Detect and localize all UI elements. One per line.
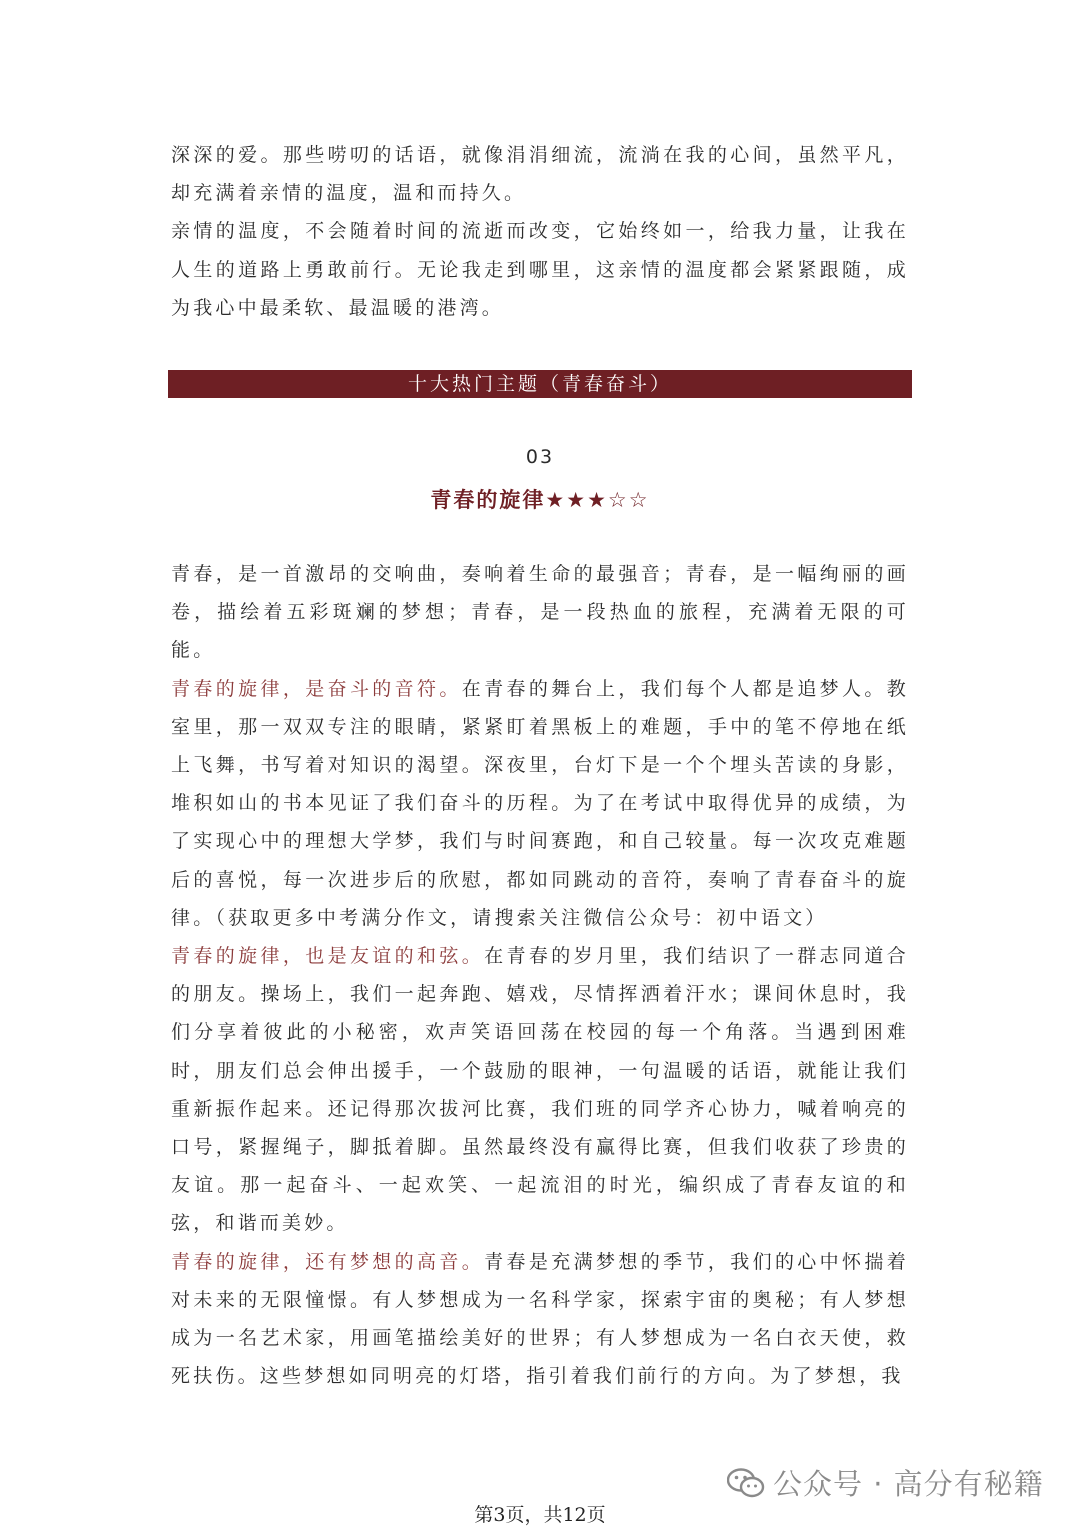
paragraph-text: 在青春的舞台上，我们每个人都是追梦人。教室里，那一双双专注的眼睛，紧紧盯着黑板上的难题，手中的笔不停地在纸上飞舞，书写着对知识的渴望。深夜里，台灯下是一个个埋头苦读的身影，堆积如山的书本见证了我们奋斗的历程。为了在考试中取得优异的成绩，为了实现心中的理想大学梦，我们与时间赛跑，和自己较量。每一次攻克难题后的喜悦，每一次进步后的欣慰，都如同跳动的音符，奏响了青春奋斗的旋律。（获取更多中考满分作文，请搜索关注微信公众号：初中语文） bbox=[171, 677, 909, 929]
article-paragraph-2 bbox=[171, 670, 909, 937]
paragraph-text: 在青春的岁月里，我们结识了一群志同道合的朋友。操场上，我们一起奔跑、嬉戏，尽情挥洒着汗水；课间休息时，我们分享着彼此的小秘密，欢声笑语回荡在校园的每一个角落。当遇到困难时，朋友们总会伸出援手，一个鼓励的眼神，一句温暖的话语，就能让我们重新振作起来。还记得那次拔河比赛，我们班的同学齐心协力，喊着响亮的口号，紧握绳子，脚抵着脚。虽然最终没有赢得比赛，但我们收获了珍贵的友谊。那一起奋斗、一起欢笑、一起流泪的时光，编织成了青春友谊的和弦，和谐而美妙。 bbox=[171, 945, 909, 1235]
article-number: 03 bbox=[525, 446, 555, 468]
theme-banner: 十大热门主题（青春奋斗） bbox=[168, 370, 912, 398]
intro-section bbox=[171, 136, 909, 327]
paragraph-text: 青春是充满梦想的季节，我们的心中怀揣着对未来的无限憧憬。有人梦想成为一名科学家，探索宇宙的奥秘；有人梦想成为一名艺术家，用画笔描绘美好的世界；有人梦想成为一名白衣天使，救死扶伤。这些梦想如同明亮的灯塔，指引着我们前行的方向。为了梦想，我 bbox=[171, 1250, 909, 1388]
intro-paragraph-2: 亲情的温度，不会随着时间的流逝而改变，它始终如一，给我力量，让我在人生的道路上勇敢前行。无论我走到哪里，这亲情的温度都会紧紧跟随，成为我心中最柔软、最温暖的港湾。 bbox=[171, 220, 909, 319]
watermark-text: 公众号 · 高分有秘籍 bbox=[773, 1467, 1044, 1501]
watermark bbox=[727, 1462, 1044, 1503]
article-paragraph-4 bbox=[171, 1243, 909, 1396]
paragraph-highlight: 青春的旋律，还有梦想的高音。 bbox=[171, 1250, 485, 1273]
article-paragraph-3 bbox=[171, 937, 909, 1243]
paragraph-highlight: 青春的旋律，是奋斗的音符。 bbox=[171, 677, 462, 700]
page-footer: 第3页，共12页 bbox=[474, 1504, 606, 1526]
article-paragraph-1 bbox=[171, 555, 909, 670]
intro-paragraph-1: 深深的爱。那些唠叨的话语，就像涓涓细流，流淌在我的心间，虽然平凡，却充满着亲情的温度，温和而持久。 bbox=[171, 144, 909, 205]
paragraph-text: 青春，是一首激昂的交响曲，奏响着生命的最强音；青春，是一幅绚丽的画卷，描绘着五彩斑斓的梦想；青春，是一段热血的旅程，充满着无限的可能。 bbox=[171, 563, 909, 662]
article-title: 青春的旋律★★★☆☆ bbox=[430, 488, 650, 512]
article-body bbox=[171, 555, 909, 1395]
paragraph-highlight: 青春的旋律，也是友谊的和弦。 bbox=[171, 945, 485, 968]
wechat-icon bbox=[727, 1468, 765, 1498]
